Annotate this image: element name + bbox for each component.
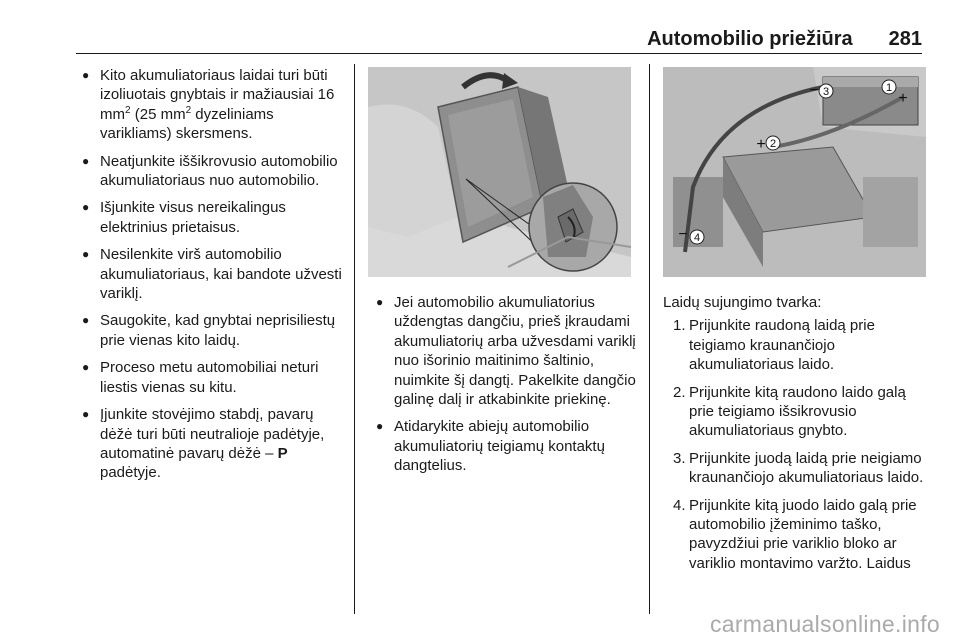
column-1 xyxy=(84,66,346,491)
precautions-list xyxy=(84,66,346,483)
list-item: ● Išjunkite visus nereikalingus elektrinius prietaisus. xyxy=(84,198,346,237)
plus-sign: + xyxy=(756,136,766,153)
callout-4: 4 xyxy=(693,232,701,244)
list-item: ● Atidarykite abiejų automobilio akumuliatorių teigiamų kontaktų dangtelius. xyxy=(378,417,640,475)
battery-cover-illustration xyxy=(368,67,631,277)
list-item: ● Neatjunkite iššikrovusio automobilio akumuliatoriaus nuo automobilio. xyxy=(84,152,346,191)
callout-2: 2 xyxy=(769,138,777,150)
list-item: ● Proceso metu automobiliai neturi liestis vienas su kitu. xyxy=(84,358,346,397)
connection-steps xyxy=(663,316,929,573)
jump-start-illustration xyxy=(663,67,926,277)
list-item: ● Jei automobilio akumuliatorius uždengtas dangčiu, prieš įkraudami akumuliatorių arba užvesdami variklį nuo išorinio maitinimo šaltinio, nuimkite šį dangtį. Pakelkite dangčio galinę dalį ir atkabinkite priekinę. xyxy=(378,293,640,409)
preparation-list xyxy=(378,293,640,476)
jump-start-drawing xyxy=(663,67,926,277)
column-3 xyxy=(663,293,929,581)
callout-3: 3 xyxy=(822,86,830,98)
list-item: ● Saugokite, kad gnybtai neprisiliestų prie vienas kito laidų. xyxy=(84,311,346,350)
plus-sign: + xyxy=(898,90,908,107)
list-item: ● Nesilenkite virš automobilio akumuliatoriaus, kai bandote užvesti variklį. xyxy=(84,245,346,303)
list-item: 1. Prijunkite raudoną laidą prie teigiamo kraunančiojo akumuliatoriaus laido. xyxy=(673,317,875,374)
list-item: 3. Prijunkite juodą laidą prie neigiamo kraunančiojo akumuliatoriaus laido. xyxy=(673,449,924,487)
watermark: carmanualsonline.info xyxy=(709,611,940,637)
callout-1: 1 xyxy=(885,82,893,94)
column-2 xyxy=(378,293,640,484)
page-title: Automobilio priežiūra xyxy=(647,28,853,50)
list-item: ● Įjunkite stovėjimo stabdį, pavarų dėžė turi būti neutralioje padėtyje, automatinė pavarų dėžė – P padėtyje. xyxy=(84,405,346,483)
connection-order-heading: Laidų sujungimo tvarka: xyxy=(663,294,822,311)
list-item: 4. Prijunkite kitą juodo laido galą prie automobilio įžeminimo taško, pavyzdžiui prie variklio bloko ar variklio montavimo varžto. Laidus xyxy=(673,496,917,572)
list-item: 2. Prijunkite kitą raudono laido galą prie teigiamo išsikrovusio akumuliatoriaus gnybto. xyxy=(673,383,906,440)
minus-sign: − xyxy=(809,82,819,99)
page-number: 281 xyxy=(888,28,922,50)
page-header xyxy=(76,27,922,51)
header-rule xyxy=(76,53,922,54)
battery-cover-drawing xyxy=(368,67,631,277)
list-item: ● Kito akumuliatoriaus laidai turi būti izoliuotais gnybtais ir mažiausiai 16 $mm^2$ (25 $mm^2$ dyzeliniams varikliams) skersmens. xyxy=(84,66,346,144)
minus-sign: − xyxy=(678,226,688,243)
column-divider-2 xyxy=(649,64,650,614)
column-divider-1 xyxy=(354,64,355,614)
